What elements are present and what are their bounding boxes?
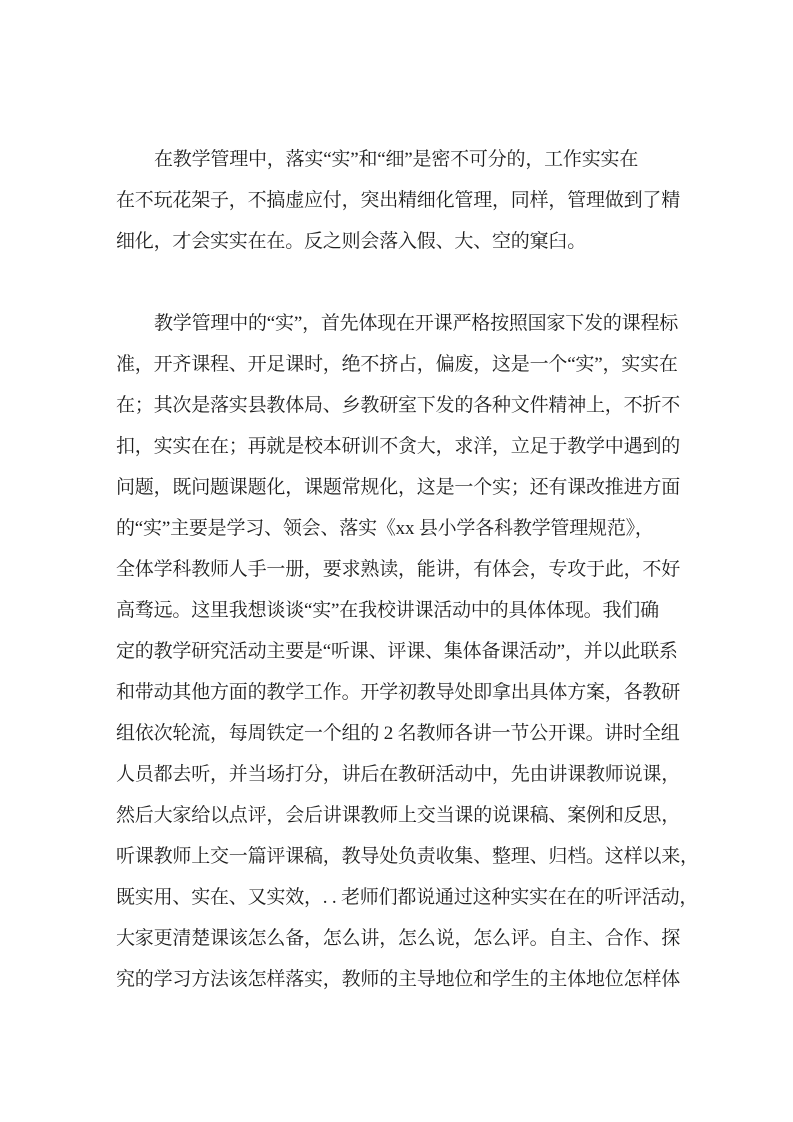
paragraph-2-line: 然后大家给以点评，会后讲课教师上交当课的说课稿、案例和反思， [116,805,681,826]
paragraph-1-line: 在教学管理中，落实“实”和“细”是密不可分的，工作实实在 [154,149,639,170]
paragraph-2-line: 和带动其他方面的教学工作。开学初教导处即拿出具体方案，各教研 [116,682,681,703]
paragraph-2-line: 定的教学研究活动主要是“听课、评课、集体备课活动”，并以此联系 [116,641,678,662]
paragraph-2-line: 大家更清楚课该怎么备，怎么讲，怎么说，怎么评。自主、合作、探 [116,928,681,949]
paragraph-2-line: 在；其次是落实县教体局、乡教研室下发的各种文件精神上，不折不 [116,395,681,416]
paragraph-spacer [116,262,682,303]
paragraph-2-line: 究的学习方法该怎样落实，教师的主导地位和学生的主体地位怎样体 [116,969,681,990]
paragraph-2-line: 问题，既问题课题化，课题常规化，这是一个实；还有课改推进方面 [116,477,681,498]
paragraph-1-line: 细化，才会实实在在。反之则会落入假、大、空的窠臼。 [116,231,587,252]
paragraph-2-line: 听课教师上交一篇评课稿，教导处负责收集、整理、归档。这样以来， [116,846,699,867]
paragraph-2-line: 既实用、实在、又实效，. . 老师们都说通过这种实实在在的听评活动， [116,887,699,908]
paragraph-2-line: 组依次轮流，每周铁定一个组的 2 名教师各讲一节公开课。讲时全组 [116,723,680,744]
paragraph-2-line: 扣，实实在在；再就是校本研训不贪大，求洋，立足于教学中遇到的 [116,436,681,457]
paragraph-2-line: 教学管理中的“实”，首先体现在开课严格按照国家下发的课程标 [154,313,679,334]
paragraph-1-line: 在不玩花架子，不搞虚应付，突出精细化管理，同样，管理做到了精 [116,190,681,211]
paragraph-2-line: 高骛远。这里我想谈谈“实”在我校讲课活动中的具体体现。我们确 [116,600,659,621]
paragraph-2-line: 的“实”主要是学习、领会、落实《xx 县小学各科教学管理规范》， [116,518,654,539]
document-text-block [116,139,699,1000]
paragraph-2-line: 准，开齐课程、开足课时，绝不挤占，偏废，这是一个“实”，实实在 [116,354,678,375]
paragraph-2-line: 人员都去听，并当场打分，讲后在教研活动中，先由讲课教师说课， [116,764,681,785]
paragraph-2-line: 全体学科教师人手一册，要求熟读，能讲，有体会，专攻于此，不好 [116,559,681,580]
